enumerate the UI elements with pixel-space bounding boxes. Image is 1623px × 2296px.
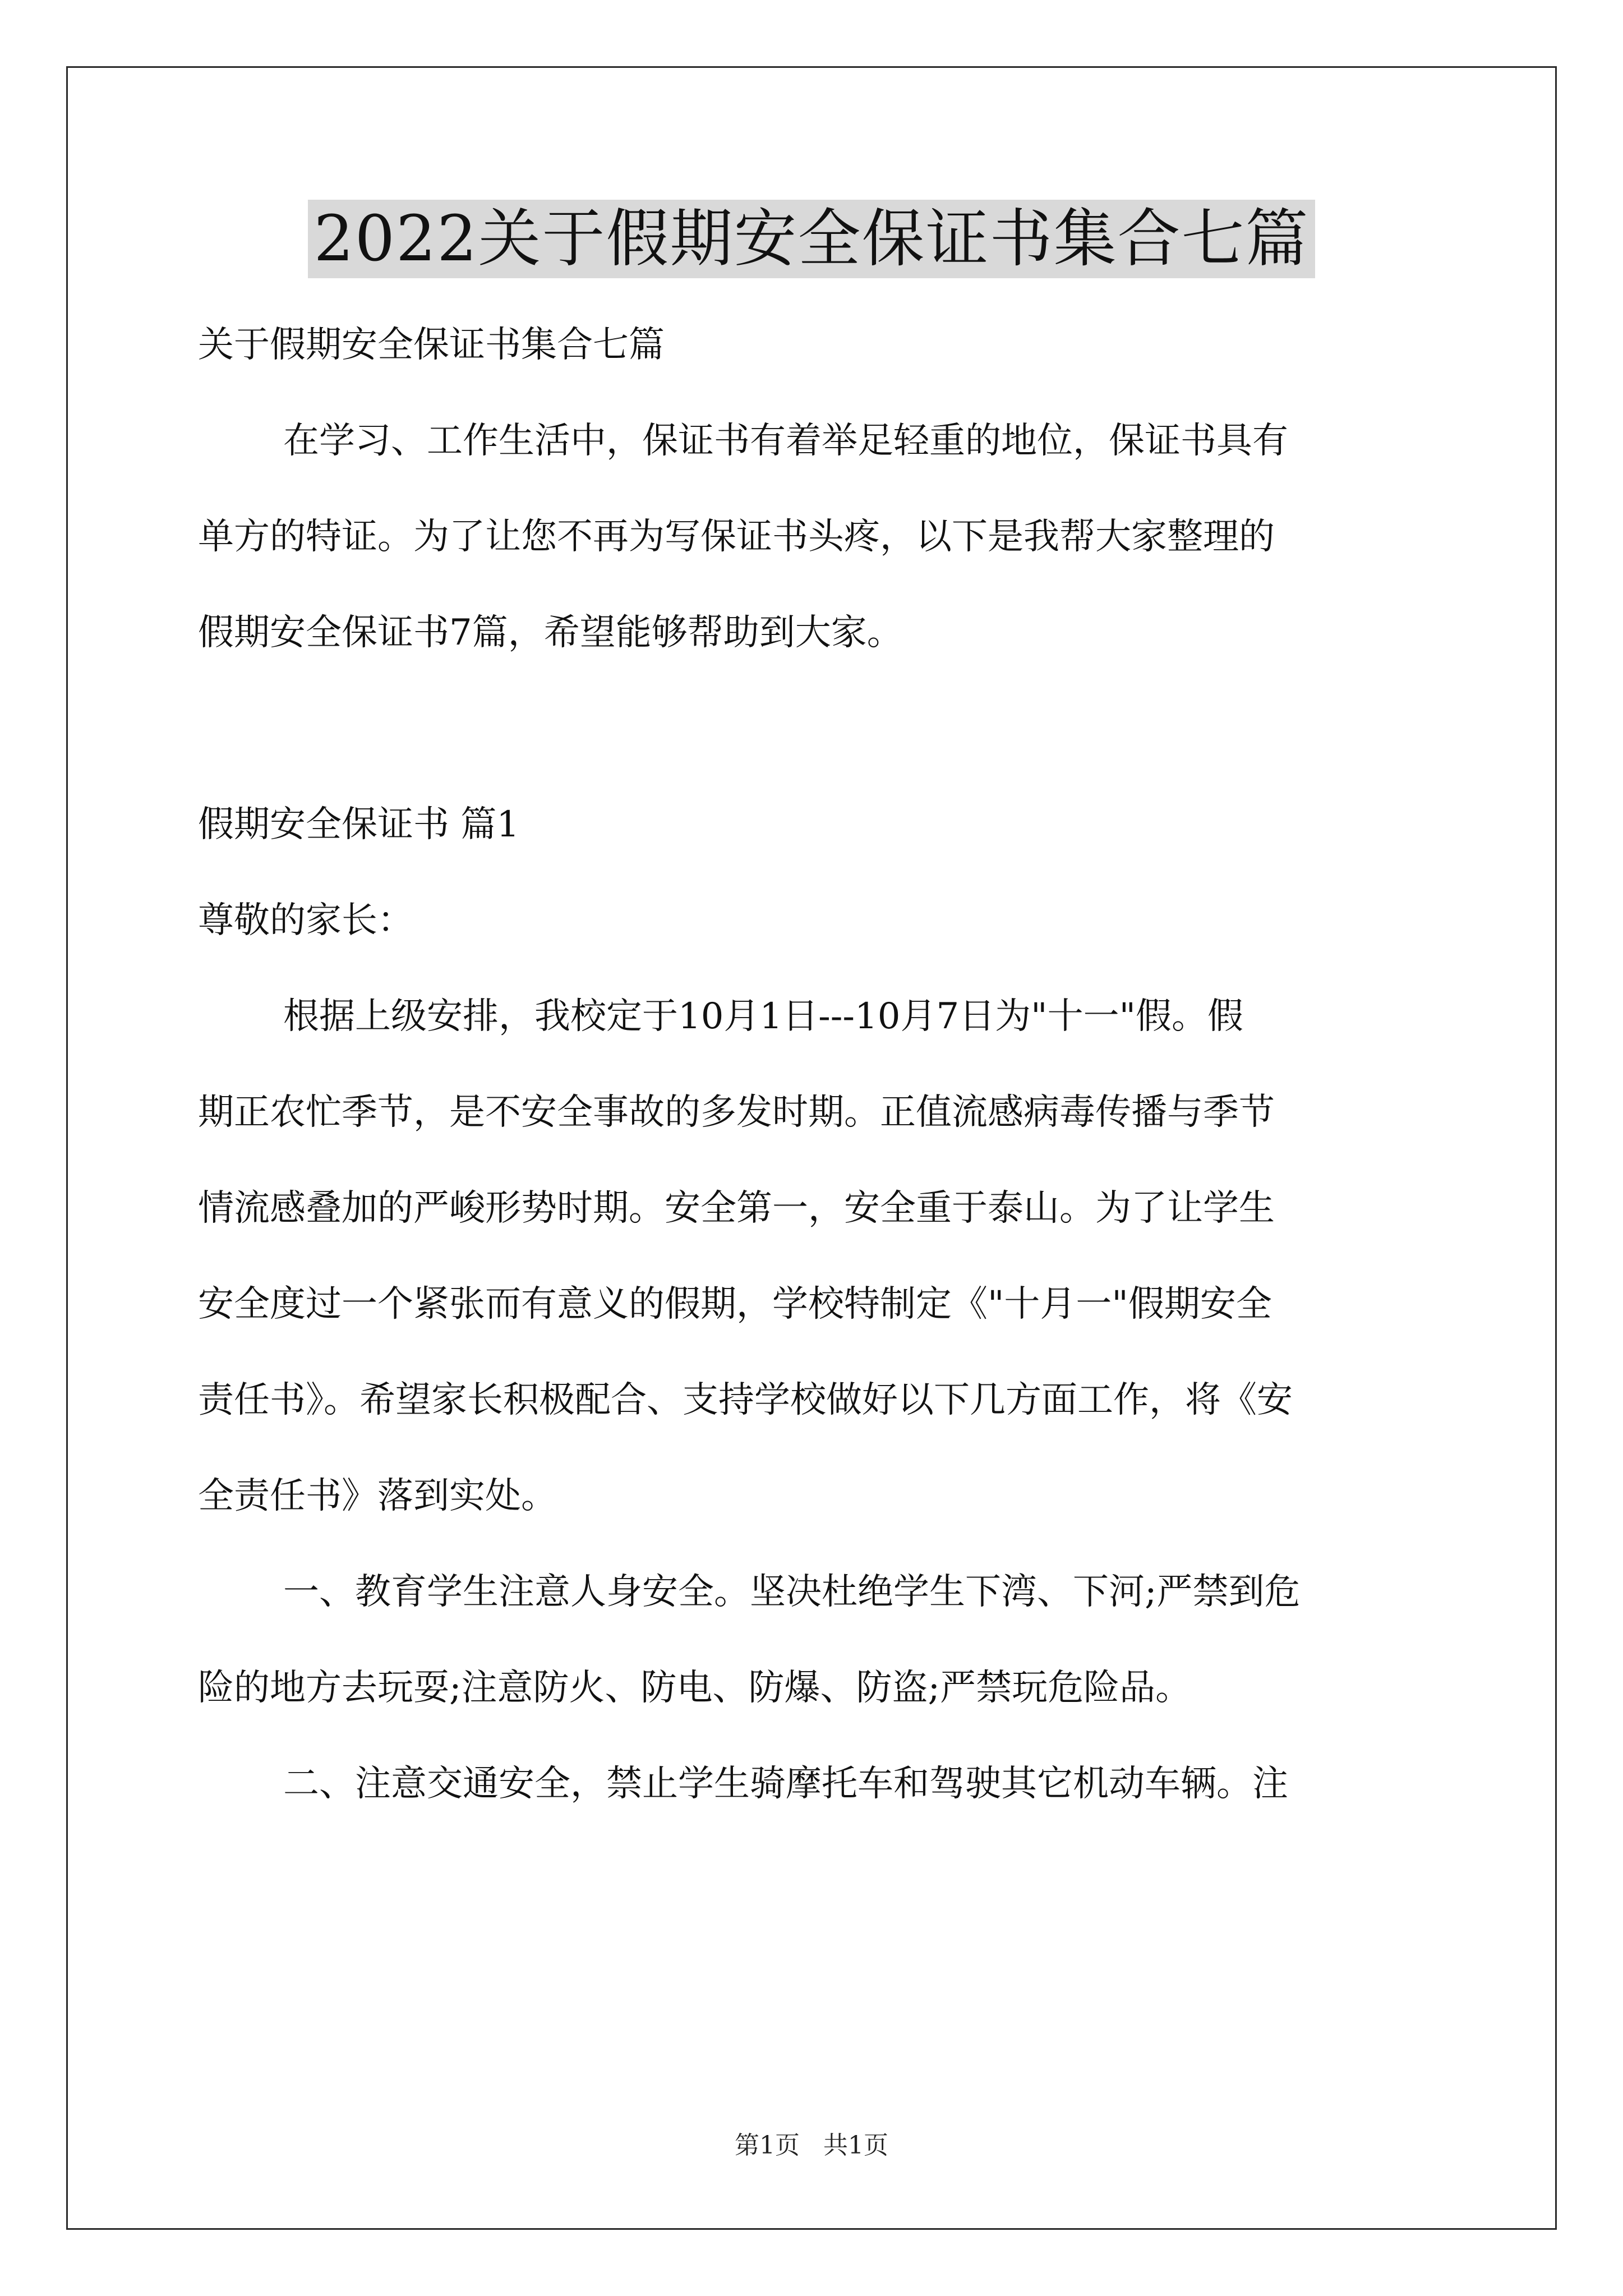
- paragraph-line: 二、注意交通安全，禁止学生骑摩托车和驾驶其它机动车辆。注: [283, 1763, 1288, 1805]
- paragraph-gap: [198, 681, 1432, 777]
- page-number-total: 共1页: [823, 2131, 888, 2160]
- intro-line: 单方的特证。为了让您不再为写保证书头疼，以下是我帮大家整理的: [198, 516, 1275, 558]
- paragraph-line: 安全度过一个紧张而有意义的假期，学校特制定《"十月一"假期安全: [198, 1283, 1272, 1325]
- page-number-current: 第1页: [735, 2131, 800, 2160]
- document-title: 2022关于假期安全保证书集合七篇: [308, 200, 1315, 278]
- paragraph-line: 责任书》。希望家长积极配合、支持学校做好以下几方面工作，将《安: [198, 1379, 1293, 1421]
- title-container: [0, 200, 1623, 278]
- document-body: [198, 297, 1432, 1832]
- document-subtitle: 关于假期安全保证书集合七篇: [198, 324, 665, 366]
- section-heading: 假期安全保证书 篇1: [198, 804, 520, 845]
- intro-line: 假期安全保证书7篇，希望能够帮助到大家。: [198, 612, 903, 654]
- paragraph-line: 全责任书》落到实处。: [198, 1475, 557, 1517]
- paragraph-line: 险的地方去玩耍;注意防火、防电、防爆、防盗;严禁玩危险品。: [198, 1667, 1192, 1709]
- paragraph-line: 根据上级安排，我校定于10月1日---10月7日为"十一"假。假: [283, 996, 1244, 1037]
- paragraph-line: 情流感叠加的严峻形势时期。安全第一，安全重于泰山。为了让学生: [198, 1188, 1275, 1229]
- paragraph-line: 一、教育学生注意人身安全。坚决杜绝学生下湾、下河;严禁到危: [283, 1571, 1301, 1613]
- salutation: 尊敬的家长：: [198, 900, 413, 941]
- page-footer: [0, 2129, 1623, 2162]
- paragraph-line: 期正农忙季节，是不安全事故的多发时期。正值流感病毒传播与季节: [198, 1092, 1275, 1133]
- intro-line: 在学习、工作生活中，保证书有着举足轻重的地位，保证书具有: [283, 420, 1288, 462]
